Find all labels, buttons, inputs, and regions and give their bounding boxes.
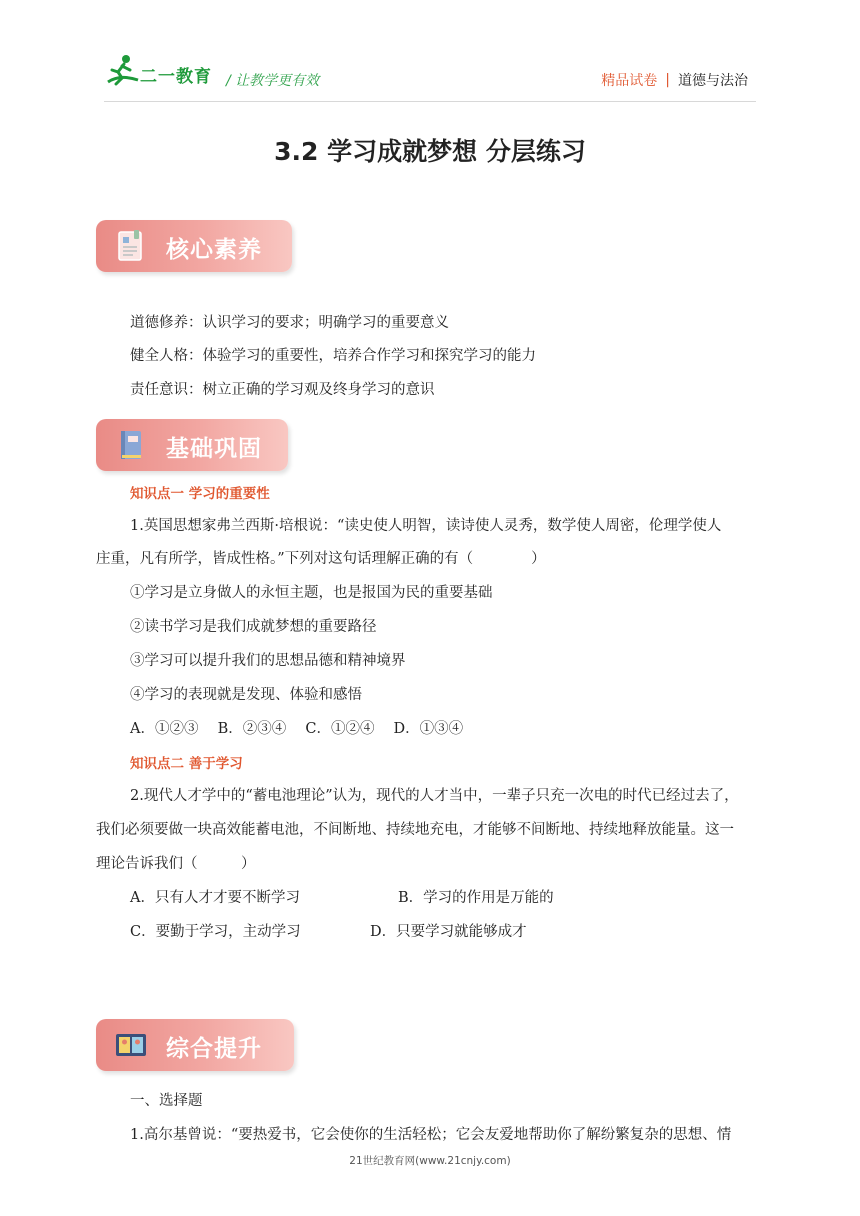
footer: 21世纪教育网(www.21cnjy.com) — [349, 1155, 511, 1167]
section-banner-advanced — [96, 1019, 294, 1071]
q1-line-2: 庄重，凡有所学，皆成性格。”下列对这句话理解正确的有（ ） — [96, 551, 546, 567]
section-banner-basic — [96, 419, 288, 471]
header — [0, 0, 860, 110]
q2-option-c: C．要勤于学习，主动学习 — [130, 924, 301, 940]
section-banner-core — [96, 220, 292, 272]
q2-line-1: 2.现代人才学中的“蓄电池理论”认为，现代的人才当中，一辈子只充一次电的时代已经过去了， — [130, 788, 739, 804]
q1-item-4: ④学习的表现就是发现、体验和感悟 — [130, 687, 362, 703]
core-line-1: 道德修养：认识学习的要求；明确学习的重要意义 — [130, 315, 449, 331]
core-line-3: 责任意识：树立正确的学习观及终身学习的意识 — [130, 382, 435, 398]
core-line-2: 健全人格：体验学习的重要性，培养合作学习和探究学习的能力 — [130, 348, 536, 364]
runner-logo-icon — [104, 52, 140, 88]
q1-line-1: 1.英国思想家弗兰西斯·培根说：“读史使人明智，读诗使人灵秀，数学使人周密，伦理学使人 — [130, 518, 722, 534]
q2-line-2: 我们必须要做一块高效能蓄电池，不间断地、持续地充电，才能够不间断地、持续地释放能量。这一 — [96, 822, 734, 838]
q2-option-d: D．只要学习就能够成才 — [370, 924, 527, 940]
header-divider — [104, 101, 756, 102]
page-title: 3.2 学习成就梦想 分层练习 — [274, 137, 586, 166]
q2-line-3: 理论告诉我们（ ） — [96, 856, 256, 872]
q1-options: A．①②③ B．②③④ C．①②④ D．①③④ — [130, 721, 464, 737]
q1-item-1: ①学习是立身做人的永恒主题，也是报国为民的重要基础 — [130, 585, 493, 601]
advanced-heading: 一、选择题 — [130, 1093, 203, 1109]
subject: 道德与法治 — [678, 73, 748, 89]
header-right — [601, 70, 748, 90]
logo-text: 二一教育 — [140, 67, 212, 87]
q1-item-2: ②读书学习是我们成就梦想的重要路径 — [130, 619, 377, 635]
section-label: 基础巩固 — [166, 436, 262, 462]
document-icon — [114, 229, 148, 263]
paper-type: 精品试卷 — [601, 73, 658, 89]
book-icon — [114, 428, 148, 462]
q2-option-a: A．只有人才才要不断学习 — [130, 890, 300, 906]
header-separator: | — [665, 72, 670, 88]
section-label: 核心素养 — [166, 237, 262, 263]
q2-option-b: B．学习的作用是万能的 — [398, 890, 554, 906]
slogan: / 让教学更有效 — [226, 73, 320, 89]
advanced-q1-line-1: 1.高尔基曾说：“要热爱书，它会使你的生活轻松；它会友爱地帮助你了解纷繁复杂的思想、情 — [130, 1127, 732, 1143]
knowledge-point-1: 知识点一 学习的重要性 — [130, 486, 270, 502]
presentation-icon — [114, 1028, 148, 1062]
knowledge-point-2: 知识点二 善于学习 — [130, 756, 243, 772]
section-label: 综合提升 — [166, 1036, 262, 1062]
q1-item-3: ③学习可以提升我们的思想品德和精神境界 — [130, 653, 406, 669]
